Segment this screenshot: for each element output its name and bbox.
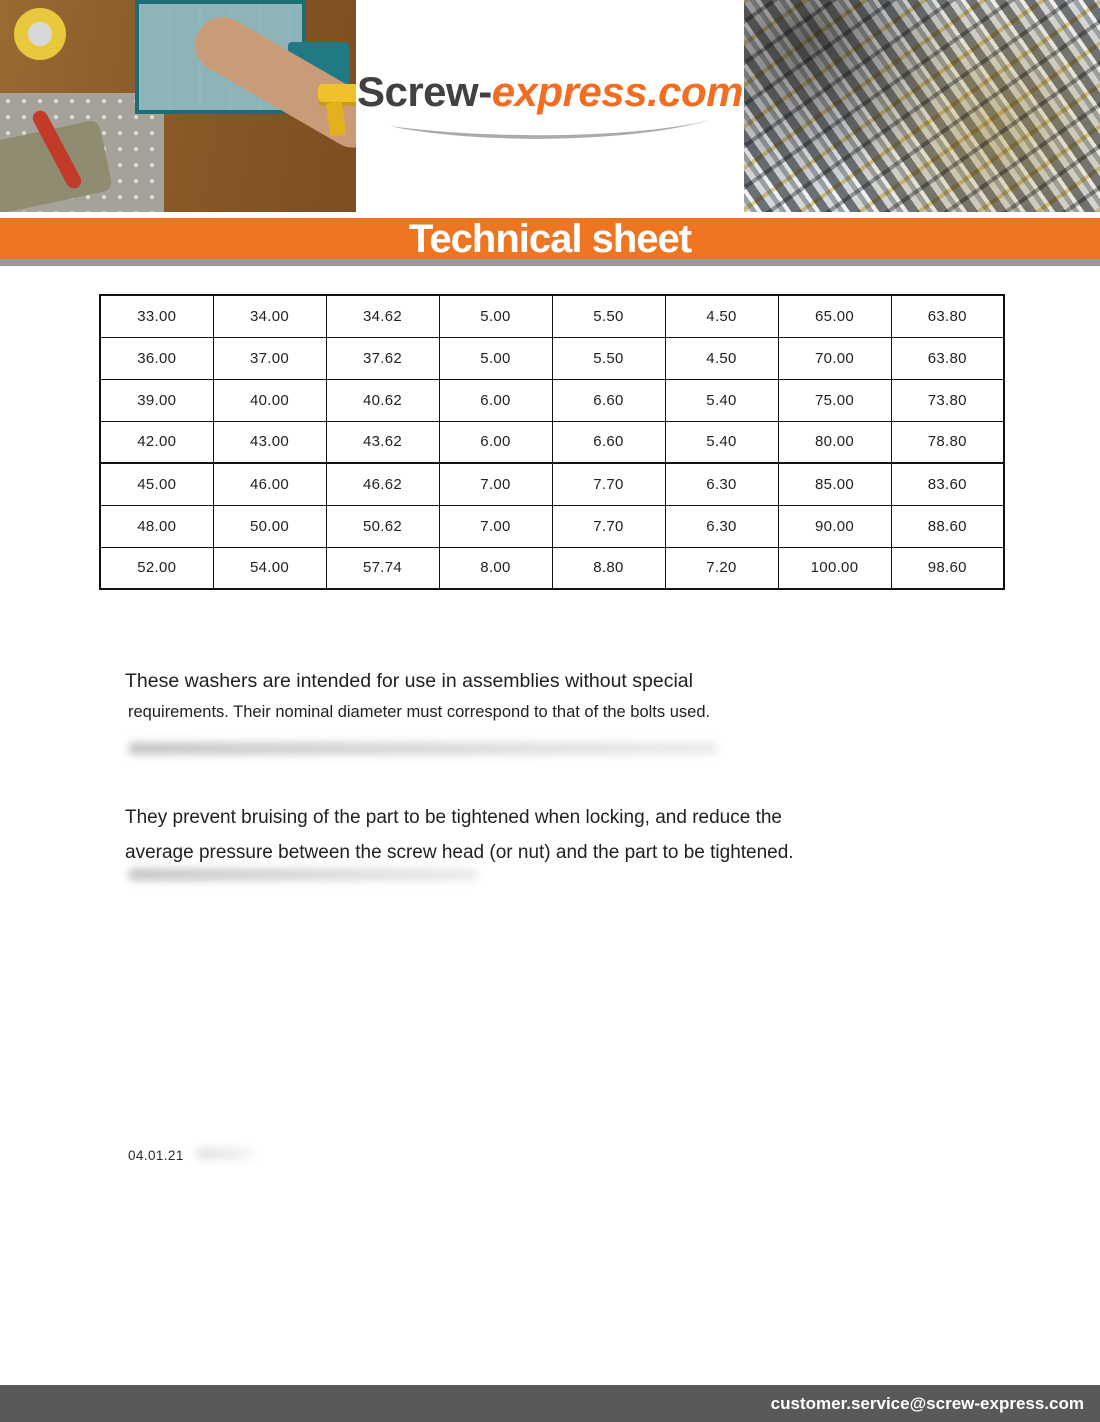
table-cell: 54.00: [213, 547, 326, 589]
table-cell: 6.60: [552, 379, 665, 421]
logo-text: [357, 68, 743, 116]
table-cell: 37.62: [326, 337, 439, 379]
table-cell: 5.00: [439, 337, 552, 379]
table-cell: 63.80: [891, 295, 1004, 337]
table-cell: 34.00: [213, 295, 326, 337]
table-cell: 75.00: [778, 379, 891, 421]
table-cell: 8.80: [552, 547, 665, 589]
table-cell: 6.30: [665, 505, 778, 547]
paragraph-usage-line2: requirements. Their nominal diameter must correspond to that of the bolts used.: [128, 703, 711, 721]
table-row: [100, 379, 1004, 421]
paragraph-function-line1: They prevent bruising of the part to be tightened when locking, and reduce the: [125, 807, 782, 828]
table-cell: 4.50: [665, 337, 778, 379]
table-cell: 6.30: [665, 463, 778, 505]
table-cell: 43.00: [213, 421, 326, 463]
table-cell: 5.40: [665, 421, 778, 463]
table-cell: 43.62: [326, 421, 439, 463]
table-cell: 42.00: [100, 421, 213, 463]
table-cell: 4.50: [665, 295, 778, 337]
drill-handle-shape: [326, 101, 347, 137]
paragraph-usage-line1: These washers are intended for use in assemblies without special: [125, 670, 693, 692]
workbench-photo: [0, 0, 356, 212]
revision-date: 04.01.21: [128, 1148, 184, 1163]
table-cell: 6.00: [439, 379, 552, 421]
table-cell: 78.80: [891, 421, 1004, 463]
table-cell: 5.00: [439, 295, 552, 337]
table-cell: 52.00: [100, 547, 213, 589]
logo: [356, 0, 744, 212]
table-cell: 6.60: [552, 421, 665, 463]
table-cell: 90.00: [778, 505, 891, 547]
paragraph-function: [125, 800, 965, 870]
table-cell: 7.20: [665, 547, 778, 589]
table-cell: 7.00: [439, 505, 552, 547]
table-cell: 37.00: [213, 337, 326, 379]
table-cell: 80.00: [778, 421, 891, 463]
table-cell: 50.00: [213, 505, 326, 547]
measuring-tape-shape: [14, 8, 66, 60]
table-row: [100, 547, 1004, 589]
table-cell: 57.74: [326, 547, 439, 589]
header: [0, 0, 1100, 212]
table-cell: 70.00: [778, 337, 891, 379]
table-cell: 5.50: [552, 337, 665, 379]
page-title: Technical sheet: [408, 216, 692, 261]
table-cell: 40.00: [213, 379, 326, 421]
table-cell: 7.70: [552, 463, 665, 505]
faded-text-smudge: [128, 868, 478, 881]
title-banner: [0, 218, 1100, 266]
table-cell: 7.70: [552, 505, 665, 547]
logo-text-orange: express.com: [491, 68, 744, 115]
table-cell: 65.00: [778, 295, 891, 337]
table-row: [100, 505, 1004, 547]
table-cell: 73.80: [891, 379, 1004, 421]
table-cell: 7.00: [439, 463, 552, 505]
logo-swoosh-icon: [385, 118, 715, 144]
table-cell: 33.00: [100, 295, 213, 337]
table-cell: 63.80: [891, 337, 1004, 379]
footer-bar: [0, 1385, 1100, 1422]
table-cell: 100.00: [778, 547, 891, 589]
table-cell: 5.50: [552, 295, 665, 337]
faded-text-smudge: [196, 1147, 254, 1160]
table-cell: 45.00: [100, 463, 213, 505]
table-cell: 85.00: [778, 463, 891, 505]
dimensions-table-wrap: [99, 294, 1005, 590]
table-cell: 39.00: [100, 379, 213, 421]
paragraph-usage: [125, 670, 965, 722]
table-cell: 8.00: [439, 547, 552, 589]
contact-email: customer.service@screw-express.com: [770, 1393, 1084, 1413]
table-cell: 34.62: [326, 295, 439, 337]
table-cell: 46.62: [326, 463, 439, 505]
table-cell: 6.00: [439, 421, 552, 463]
paragraph-function-line2: average pressure between the screw head (or nut) and the part to be tightened.: [125, 842, 794, 863]
table-row: [100, 421, 1004, 463]
table-cell: 46.00: [213, 463, 326, 505]
faded-text-smudge: [128, 742, 718, 755]
table-row: [100, 295, 1004, 337]
table-cell: 98.60: [891, 547, 1004, 589]
table-row: [100, 337, 1004, 379]
table-cell: 40.62: [326, 379, 439, 421]
screws-pile-photo: [744, 0, 1100, 212]
table-cell: 83.60: [891, 463, 1004, 505]
dimensions-table: [99, 294, 1005, 590]
table-cell: 5.40: [665, 379, 778, 421]
logo-text-dark: Screw-: [356, 68, 492, 115]
table-cell: 50.62: [326, 505, 439, 547]
table-cell: 88.60: [891, 505, 1004, 547]
table-row: [100, 463, 1004, 505]
table-cell: 48.00: [100, 505, 213, 547]
table-cell: 36.00: [100, 337, 213, 379]
